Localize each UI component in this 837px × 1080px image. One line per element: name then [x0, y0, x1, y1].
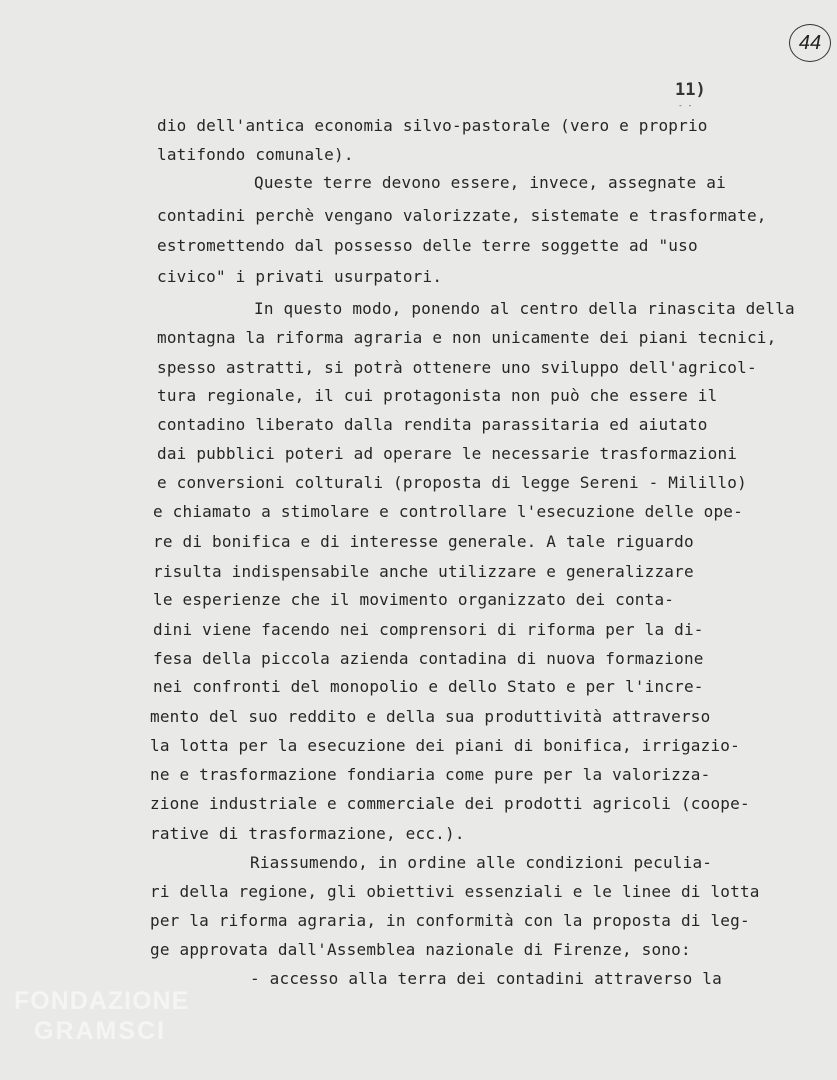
text-line: latifondo comunale). — [157, 145, 354, 164]
folio-number: 44 — [789, 24, 831, 62]
text-line: contadino liberato dalla rendita parassitaria ed aiutato — [157, 415, 708, 434]
text-line: le esperienze che il movimento organizzato dei conta- — [153, 590, 675, 609]
text-line: dini viene facendo nei comprensori di riforma per la di- — [153, 620, 704, 639]
text-line: dio dell'antica economia silvo-pastorale (vero e proprio — [157, 116, 708, 135]
text-line: fesa della piccola azienda contadina di nuova formazione — [153, 649, 704, 668]
text-line: - accesso alla terra dei contadini attraverso la — [250, 969, 722, 988]
text-line: tura regionale, il cui protagonista non può che essere il — [157, 386, 718, 405]
page-number: 11) — [675, 80, 706, 100]
text-line: per la riforma agraria, in conformità con la proposta di leg- — [150, 911, 750, 930]
text-line: la lotta per la esecuzione dei piani di bonifica, irrigazio- — [150, 736, 740, 755]
text-line: e chiamato a stimolare e controllare l'esecuzione delle ope- — [153, 502, 743, 521]
text-line: In questo modo, ponendo al centro della rinascita della — [254, 299, 795, 318]
page-number-underline: - - — [678, 101, 693, 110]
text-line: ne e trasformazione fondiaria come pure per la valorizza- — [150, 765, 711, 784]
text-line: nei confronti del monopolio e dello Stato e per l'incre- — [153, 677, 704, 696]
text-line: Riassumendo, in ordine alle condizioni peculia- — [250, 853, 713, 872]
text-line: risulta indispensabile anche utilizzare e generalizzare — [153, 562, 694, 581]
text-line: re di bonifica e di interesse generale. A tale riguardo — [153, 532, 694, 551]
fondazione-gramsci-watermark — [14, 986, 189, 1046]
watermark-line-2: GRAMSCI — [34, 1017, 167, 1045]
text-line: zione industriale e commerciale dei prodotti agricoli (coope- — [150, 794, 750, 813]
text-line: civico" i privati usurpatori. — [157, 267, 443, 286]
text-line: e conversioni colturali (proposta di legge Sereni - Milillo) — [157, 473, 747, 492]
text-line: spesso astratti, si potrà ottenere uno sviluppo dell'agricol- — [157, 358, 757, 377]
text-line: contadini perchè vengano valorizzate, sistemate e trasformate, — [157, 206, 767, 225]
text-line: mento del suo reddito e della sua produttività attraverso — [150, 707, 711, 726]
text-line: rative di trasformazione, ecc.). — [150, 824, 465, 843]
text-line: dai pubblici poteri ad operare le necessarie trasformazioni — [157, 444, 738, 463]
watermark-line-1: FONDAZIONE — [14, 987, 190, 1015]
text-line: estromettendo dal possesso delle terre soggette ad "uso — [157, 236, 698, 255]
text-line: montagna la riforma agraria e non unicamente dei piani tecnici, — [157, 328, 777, 347]
text-line: ge approvata dall'Assemblea nazionale di Firenze, sono: — [150, 940, 691, 959]
text-line: Queste terre devono essere, invece, assegnate ai — [254, 173, 726, 192]
text-line: ri della regione, gli obiettivi essenziali e le linee di lotta — [150, 882, 760, 901]
